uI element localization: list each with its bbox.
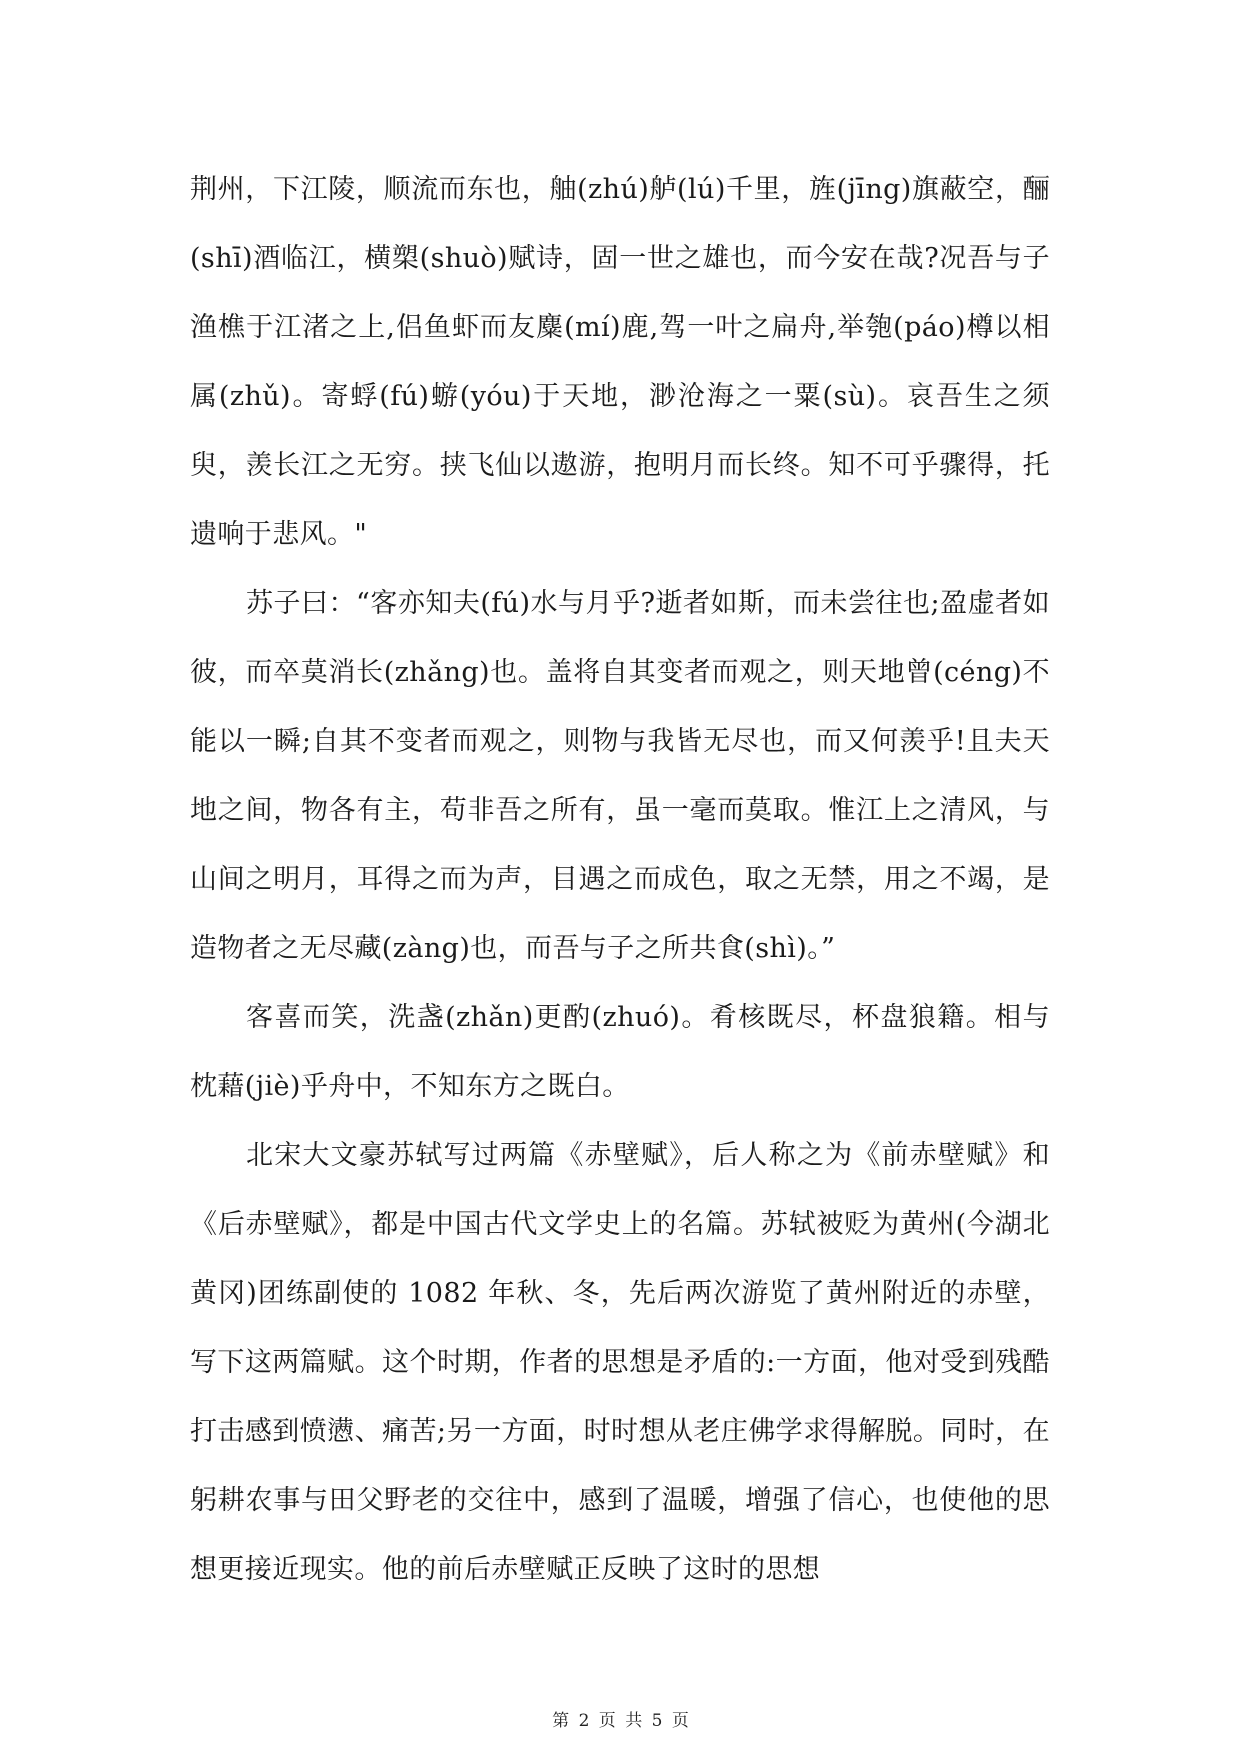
- paragraph-4: 北宋大文豪苏轼写过两篇《赤壁赋》，后人称之为《前赤壁赋》和《后赤壁赋》，都是中国古代文学史上的名篇。苏轼被贬为黄州(今湖北黄冈)团练副使的 1082 年秋、冬，先后两次游览了黄州附近的赤壁，写下这两篇赋。这个时期，作者的思想是矛盾的:一方面，他对受到残酷打击感到愤懑、痛苦;另一方面，时时想从老庄佛学求得解脱。同时，在躬耕农事与田父野老的交往中，感到了温暖，增强了信心，也使他的思想更接近现实。他的前后赤壁赋正反映了这时的思想: [190, 1140, 1050, 1585]
- paragraph-3: 客喜而笑，洗盏(zhǎn)更酌(zhuó)。肴核既尽，杯盘狼籍。相与枕藉(jiè)乎舟中，不知东方之既白。: [190, 1002, 1050, 1102]
- paragraph-1: 荆州，下江陵，顺流而东也，舳(zhú)舻(lú)千里，旌(jīng)旗蔽空，酾(shī)酒临江，横槊(shuò)赋诗，固一世之雄也，而今安在哉?况吾与子渔樵于江渚之上,侣鱼虾而友麋(mí)鹿,驾一叶之扁舟,举匏(páo)樽以相属(zhǔ)。寄蜉(fú)蝣(yóu)于天地，渺沧海之一粟(sù)。哀吾生之须臾，羡长江之无穷。挟飞仙以遨游，抱明月而长终。知不可乎骤得，托遗响于悲风。": [190, 174, 1050, 550]
- page-number-footer: 第 2 页 共 5 页: [552, 1711, 689, 1731]
- paragraph-2: 苏子曰：“客亦知夫(fú)水与月乎?逝者如斯，而未尝往也;盈虚者如彼，而卒莫消长(zhǎng)也。盖将自其变者而观之，则天地曾(céng)不能以一瞬;自其不变者而观之，则物与我皆无尽也，而又何羡乎!且夫天地之间，物各有主，苟非吾之所有，虽一毫而莫取。惟江上之清风，与山间之明月，耳得之而为声，目遇之而成色，取之无禁，用之不竭，是造物者之无尽藏(zàng)也，而吾与子之所共食(shì)。”: [190, 588, 1050, 964]
- document-body: [190, 155, 1050, 1604]
